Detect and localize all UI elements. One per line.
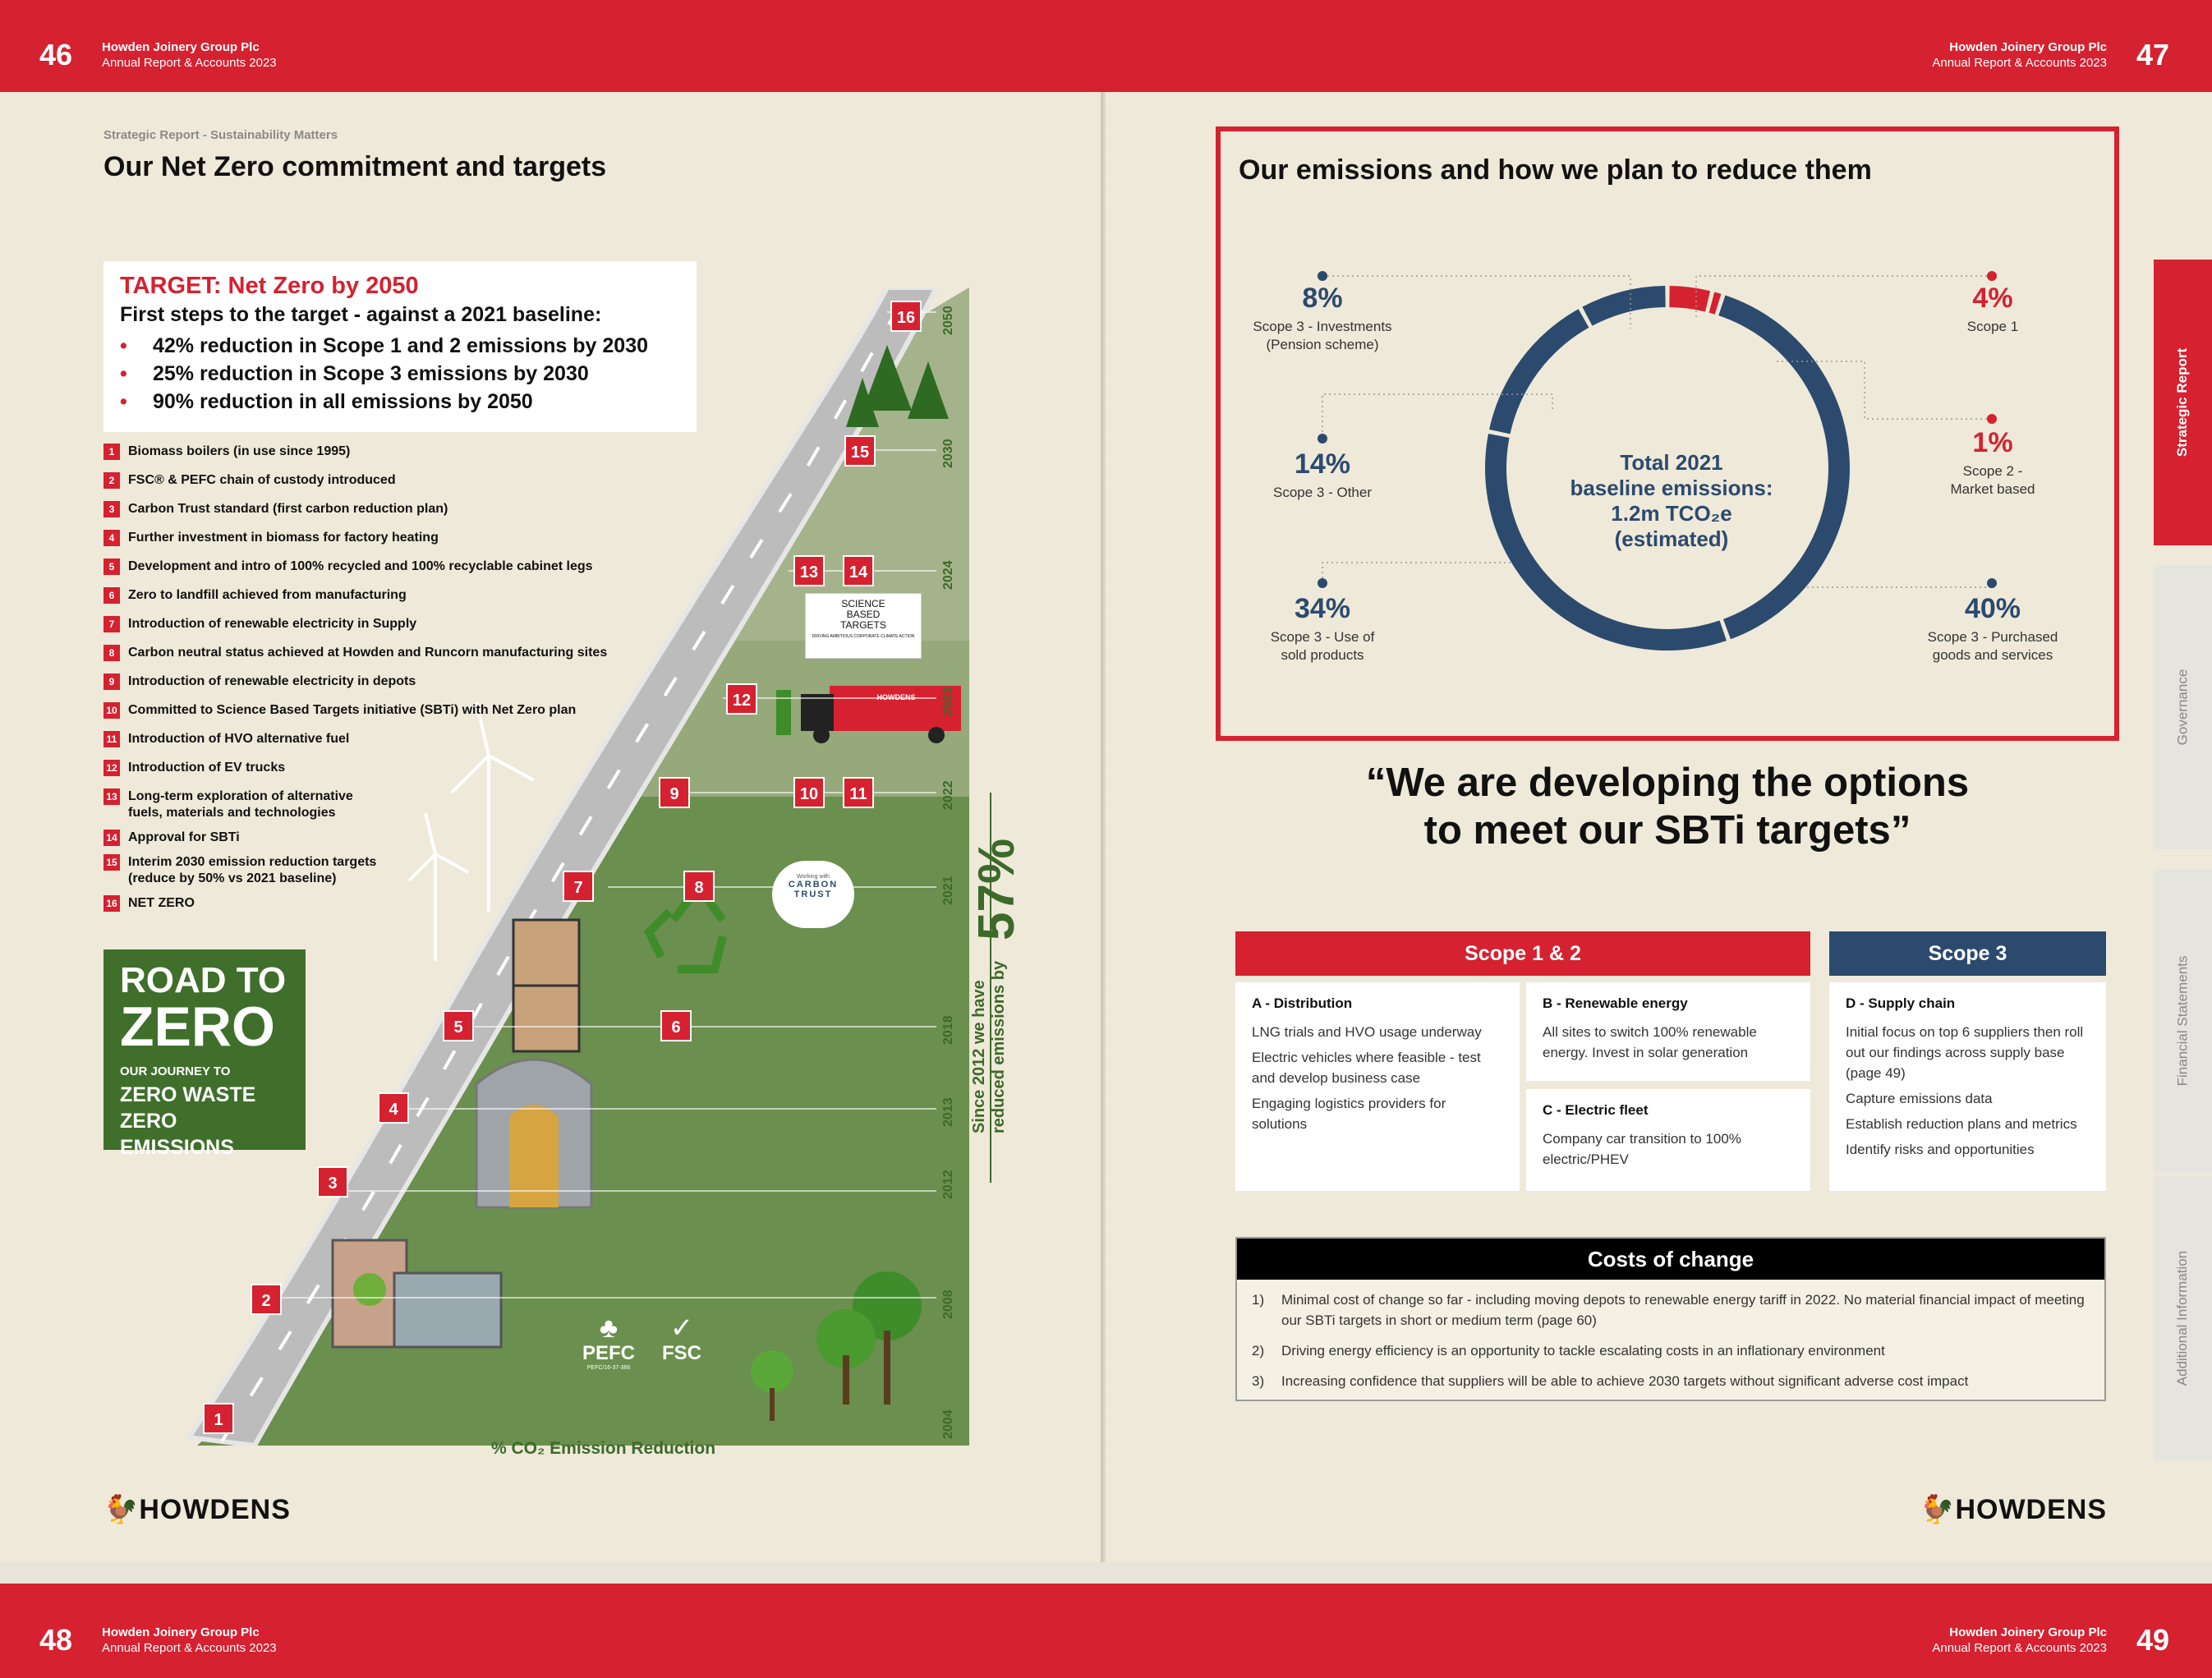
report-name: Annual Report & Accounts 2023 bbox=[102, 56, 277, 70]
carbon-trust-working-with: Working with bbox=[797, 874, 830, 880]
target-bullet: • 42% reduction in Scope 1 and 2 emissions by 2030 bbox=[120, 332, 680, 360]
journey-text: OUR JOURNEY TO bbox=[120, 1064, 231, 1078]
milestone-list bbox=[103, 444, 678, 924]
milestone-item: 6 Zero to landfill achieved from manufacturing bbox=[103, 587, 678, 616]
target-box bbox=[103, 261, 697, 432]
quote bbox=[1232, 759, 2103, 854]
milestone-item: 12 Introduction of EV trucks bbox=[103, 760, 678, 788]
pefc-text: PEFC bbox=[582, 1342, 635, 1364]
milestone-item: 4 Further investment in biomass for factory heating bbox=[103, 530, 678, 559]
zero-text: ZERO bbox=[120, 995, 275, 1058]
carbon-trust-line: TRUST bbox=[793, 890, 833, 899]
year-2004: 2004 bbox=[941, 1409, 955, 1439]
zero-emissions-text: ZERO EMISSIONS bbox=[120, 1110, 234, 1159]
scope12-header: Scope 1 & 2 bbox=[1235, 931, 1810, 976]
label-investments: 8% Scope 3 - Investments (Pension scheme) bbox=[1253, 283, 1392, 352]
report-footer-right bbox=[1932, 1625, 2107, 1656]
page-number-bottom-right: 49 bbox=[2136, 1623, 2169, 1657]
dot-scope1 bbox=[1987, 271, 1997, 281]
marker-10: 10 bbox=[793, 777, 825, 808]
milestone-item: 3 Carbon Trust standard (first carbon reduction plan) bbox=[103, 501, 678, 530]
target-subheading: First steps to the target - against a 2021 baseline: bbox=[120, 303, 602, 326]
marker-7: 7 bbox=[563, 871, 594, 902]
year-2030: 2030 bbox=[941, 439, 955, 468]
page-title: Our Net Zero commitment and targets bbox=[103, 151, 607, 182]
dot-purchased bbox=[1987, 578, 1997, 588]
year-2021: 2021 bbox=[941, 876, 955, 905]
company-name: Howden Joinery Group Plc bbox=[1949, 40, 2107, 54]
marker-15: 15 bbox=[844, 435, 876, 467]
milestone-item: 11 Introduction of HVO alternative fuel bbox=[103, 731, 678, 760]
marker-11: 11 bbox=[843, 777, 874, 808]
tab-additional-information[interactable]: Additional Information bbox=[2154, 1176, 2212, 1460]
carbon-trust-line: CARBON bbox=[788, 880, 839, 890]
cabinet-legs-icon bbox=[513, 920, 579, 1051]
cost-item: 2) Driving energy efficiency is an opportunity to tackle escalating costs in an inflationary environment bbox=[1252, 1343, 1885, 1358]
target-bullet: • 25% reduction in Scope 3 emissions by 2030 bbox=[120, 360, 680, 388]
sbt-line: BASED bbox=[846, 609, 881, 620]
fsc-logo: ✓ FSC bbox=[649, 1314, 715, 1365]
donut-slice bbox=[1489, 309, 1589, 434]
milestone-item: 16 NET ZERO bbox=[103, 895, 678, 924]
year-2050: 2050 bbox=[941, 306, 955, 335]
since-2012-callout bbox=[969, 961, 1009, 1133]
marker-4: 4 bbox=[378, 1092, 409, 1124]
page-number-bottom-left: 48 bbox=[39, 1623, 73, 1657]
cost-item: 1) Minimal cost of change so far - including moving depots to renewable energy tariff in 2022. No material financial impact of meeting our SBTi targets in short or medium term (page 60) bbox=[1252, 1292, 2085, 1328]
since-line-1: Since 2012 we have bbox=[970, 980, 988, 1133]
book-spine bbox=[1101, 92, 1106, 1562]
costs-header: Costs of change bbox=[1237, 1239, 2104, 1280]
sbti-logo bbox=[805, 593, 922, 659]
pefc-code: PEFC/16-37-366 bbox=[586, 1365, 631, 1371]
dot-other bbox=[1318, 434, 1327, 444]
section-overline: Strategic Report - Sustainability Matters bbox=[103, 128, 338, 142]
howdens-logo-right: 🐓HOWDENS bbox=[1920, 1494, 2107, 1525]
donut-slice bbox=[1709, 292, 1722, 315]
carbon-trust-logo bbox=[772, 861, 854, 928]
milestone-item: 15 Interim 2030 emission reduction targets (reduce by 50% vs 2021 baseline) bbox=[103, 854, 416, 895]
road-to-text: ROAD TO bbox=[120, 960, 287, 1000]
emissions-title: Our emissions and how we plan to reduce them bbox=[1239, 154, 1872, 186]
card-distribution: A - Distribution LNG trials and HVO usage underway Electric vehicles where feasible - test and develop business case Engaging logistics providers for solutions bbox=[1235, 982, 1520, 1191]
tab-governance[interactable]: Governance bbox=[2154, 565, 2212, 849]
costs-of-change bbox=[1235, 1237, 2106, 1401]
page-gap bbox=[0, 1562, 2212, 1584]
year-2024: 2024 bbox=[941, 560, 955, 590]
brand-text: HOWDENS bbox=[1955, 1494, 2107, 1525]
bottom-red-bar bbox=[0, 1584, 2212, 1678]
marker-1: 1 bbox=[203, 1403, 234, 1434]
label-use-of-sold-products: 34% Scope 3 - Use of sold products bbox=[1270, 593, 1375, 663]
top-red-bar bbox=[0, 0, 2212, 92]
donut-slice bbox=[1582, 286, 1665, 326]
marker-12: 12 bbox=[726, 683, 757, 715]
target-heading: TARGET: Net Zero by 2050 bbox=[120, 273, 419, 299]
marker-16: 16 bbox=[890, 301, 922, 332]
milestone-item: 2 FSC® & PEFC chain of custody introduced bbox=[103, 472, 678, 501]
milestone-item: 5 Development and intro of 100% recycled and 100% recyclable cabinet legs bbox=[103, 559, 678, 587]
company-name: Howden Joinery Group Plc bbox=[1949, 1625, 2107, 1639]
marker-9: 9 bbox=[659, 777, 690, 808]
milestone-item: 9 Introduction of renewable electricity in depots bbox=[103, 673, 678, 702]
quote-line: “We are developing the options bbox=[1365, 761, 1970, 805]
marker-13: 13 bbox=[793, 555, 825, 586]
year-2018: 2018 bbox=[941, 1015, 955, 1045]
marker-14: 14 bbox=[843, 555, 874, 586]
milestone-item: 1 Biomass boilers (in use since 1995) bbox=[103, 444, 678, 472]
year-2013: 2013 bbox=[941, 1097, 955, 1127]
brand-text: HOWDENS bbox=[139, 1494, 291, 1525]
sbt-line: TARGETS bbox=[840, 619, 886, 631]
quote-line: to meet our SBTi targets” bbox=[1423, 808, 1911, 853]
axis-label: % CO₂ Emission Reduction bbox=[491, 1439, 716, 1458]
report-name: Annual Report & Accounts 2023 bbox=[1932, 56, 2107, 70]
label-scope2: 1% Scope 2 - Market based bbox=[1950, 427, 2035, 497]
card-supply-chain: D - Supply chain Initial focus on top 6 suppliers then roll out our findings across supply base (page 49) Capture emissions data Establish reduction plans and metrics Identify risks and opportunities bbox=[1829, 982, 2106, 1191]
warehouse-icon bbox=[476, 1060, 591, 1207]
cost-item: 3) Increasing confidence that suppliers will be able to achieve 2030 targets without significant adverse cost impact bbox=[1252, 1373, 1969, 1389]
marker-6: 6 bbox=[660, 1010, 692, 1041]
sbt-tagline: DRIVING AMBITIOUS CORPORATE CLIMATE ACTION bbox=[812, 634, 915, 639]
report-header-right bbox=[1932, 39, 2107, 71]
report-name: Annual Report & Accounts 2023 bbox=[102, 1641, 277, 1655]
marker-5: 5 bbox=[443, 1010, 474, 1041]
pefc-logo: ♣ PEFC PEFC/16-37-366 bbox=[572, 1314, 646, 1371]
dot-scope2 bbox=[1987, 414, 1997, 424]
company-name: Howden Joinery Group Plc bbox=[102, 1625, 260, 1639]
sbt-line: SCIENCE bbox=[841, 598, 885, 609]
page-number-left: 46 bbox=[39, 38, 73, 71]
since-line-2: reduced emissions by bbox=[990, 960, 1008, 1133]
year-2022: 2022 bbox=[941, 780, 955, 810]
target-bullets bbox=[120, 332, 680, 416]
target-bullet: • 90% reduction in all emissions by 2050 bbox=[120, 388, 680, 416]
donut-center-label: Total 2021 baseline emissions: 1.2m TCO₂e (estimated) bbox=[1570, 450, 1773, 551]
company-name: Howden Joinery Group Plc bbox=[102, 40, 260, 54]
milestone-item: 14 Approval for SBTi bbox=[103, 830, 678, 854]
marker-3: 3 bbox=[317, 1166, 348, 1198]
report-name: Annual Report & Accounts 2023 bbox=[1932, 1641, 2107, 1655]
year-2012: 2012 bbox=[941, 1170, 955, 1199]
milestone-item: 7 Introduction of renewable electricity in Supply bbox=[103, 616, 678, 645]
card-electric-fleet: C - Electric fleet Company car transition to 100% electric/PHEV bbox=[1526, 1089, 1810, 1191]
label-scope1: 4% Scope 1 bbox=[1966, 283, 2019, 334]
truck-brand: HOWDENS bbox=[876, 693, 916, 701]
year-2023: 2023 bbox=[941, 687, 955, 716]
milestone-item: 8 Carbon neutral status achieved at Howden and Runcorn manufacturing sites bbox=[103, 645, 678, 673]
milestone-item: 13 Long-term exploration of alternative fuels, materials and technologies bbox=[103, 788, 375, 830]
dot-investments bbox=[1318, 271, 1327, 281]
fsc-text: FSC bbox=[662, 1342, 701, 1364]
milestone-item: 10 Committed to Science Based Targets initiative (SBTi) with Net Zero plan bbox=[103, 702, 678, 731]
howdens-logo-left: 🐓HOWDENS bbox=[103, 1494, 291, 1525]
report-footer-left bbox=[102, 1625, 277, 1656]
road-to-zero-badge bbox=[103, 949, 306, 1159]
label-other: 14% Scope 3 - Other bbox=[1272, 448, 1372, 500]
marker-2: 2 bbox=[251, 1284, 282, 1315]
scope3-header: Scope 3 bbox=[1829, 931, 2106, 976]
card-renewable-energy: B - Renewable energy All sites to switch 100% renewable energy. Invest in solar generation bbox=[1526, 982, 1810, 1081]
reduction-value: 57% bbox=[968, 838, 1025, 940]
dot-use bbox=[1318, 578, 1327, 588]
marker-8: 8 bbox=[683, 871, 715, 902]
page-number-right: 47 bbox=[2136, 38, 2169, 71]
year-2008: 2008 bbox=[941, 1290, 955, 1319]
label-purchased-goods: 40% Scope 3 - Purchased goods and services bbox=[1927, 593, 2058, 663]
tab-strategic-report[interactable]: Strategic Report bbox=[2154, 260, 2212, 545]
report-header-left bbox=[102, 39, 277, 71]
donut-slice bbox=[1669, 286, 1710, 311]
zero-waste-text: ZERO WASTE bbox=[120, 1083, 256, 1106]
tab-financial-statements[interactable]: Financial Statements bbox=[2154, 869, 2212, 1173]
